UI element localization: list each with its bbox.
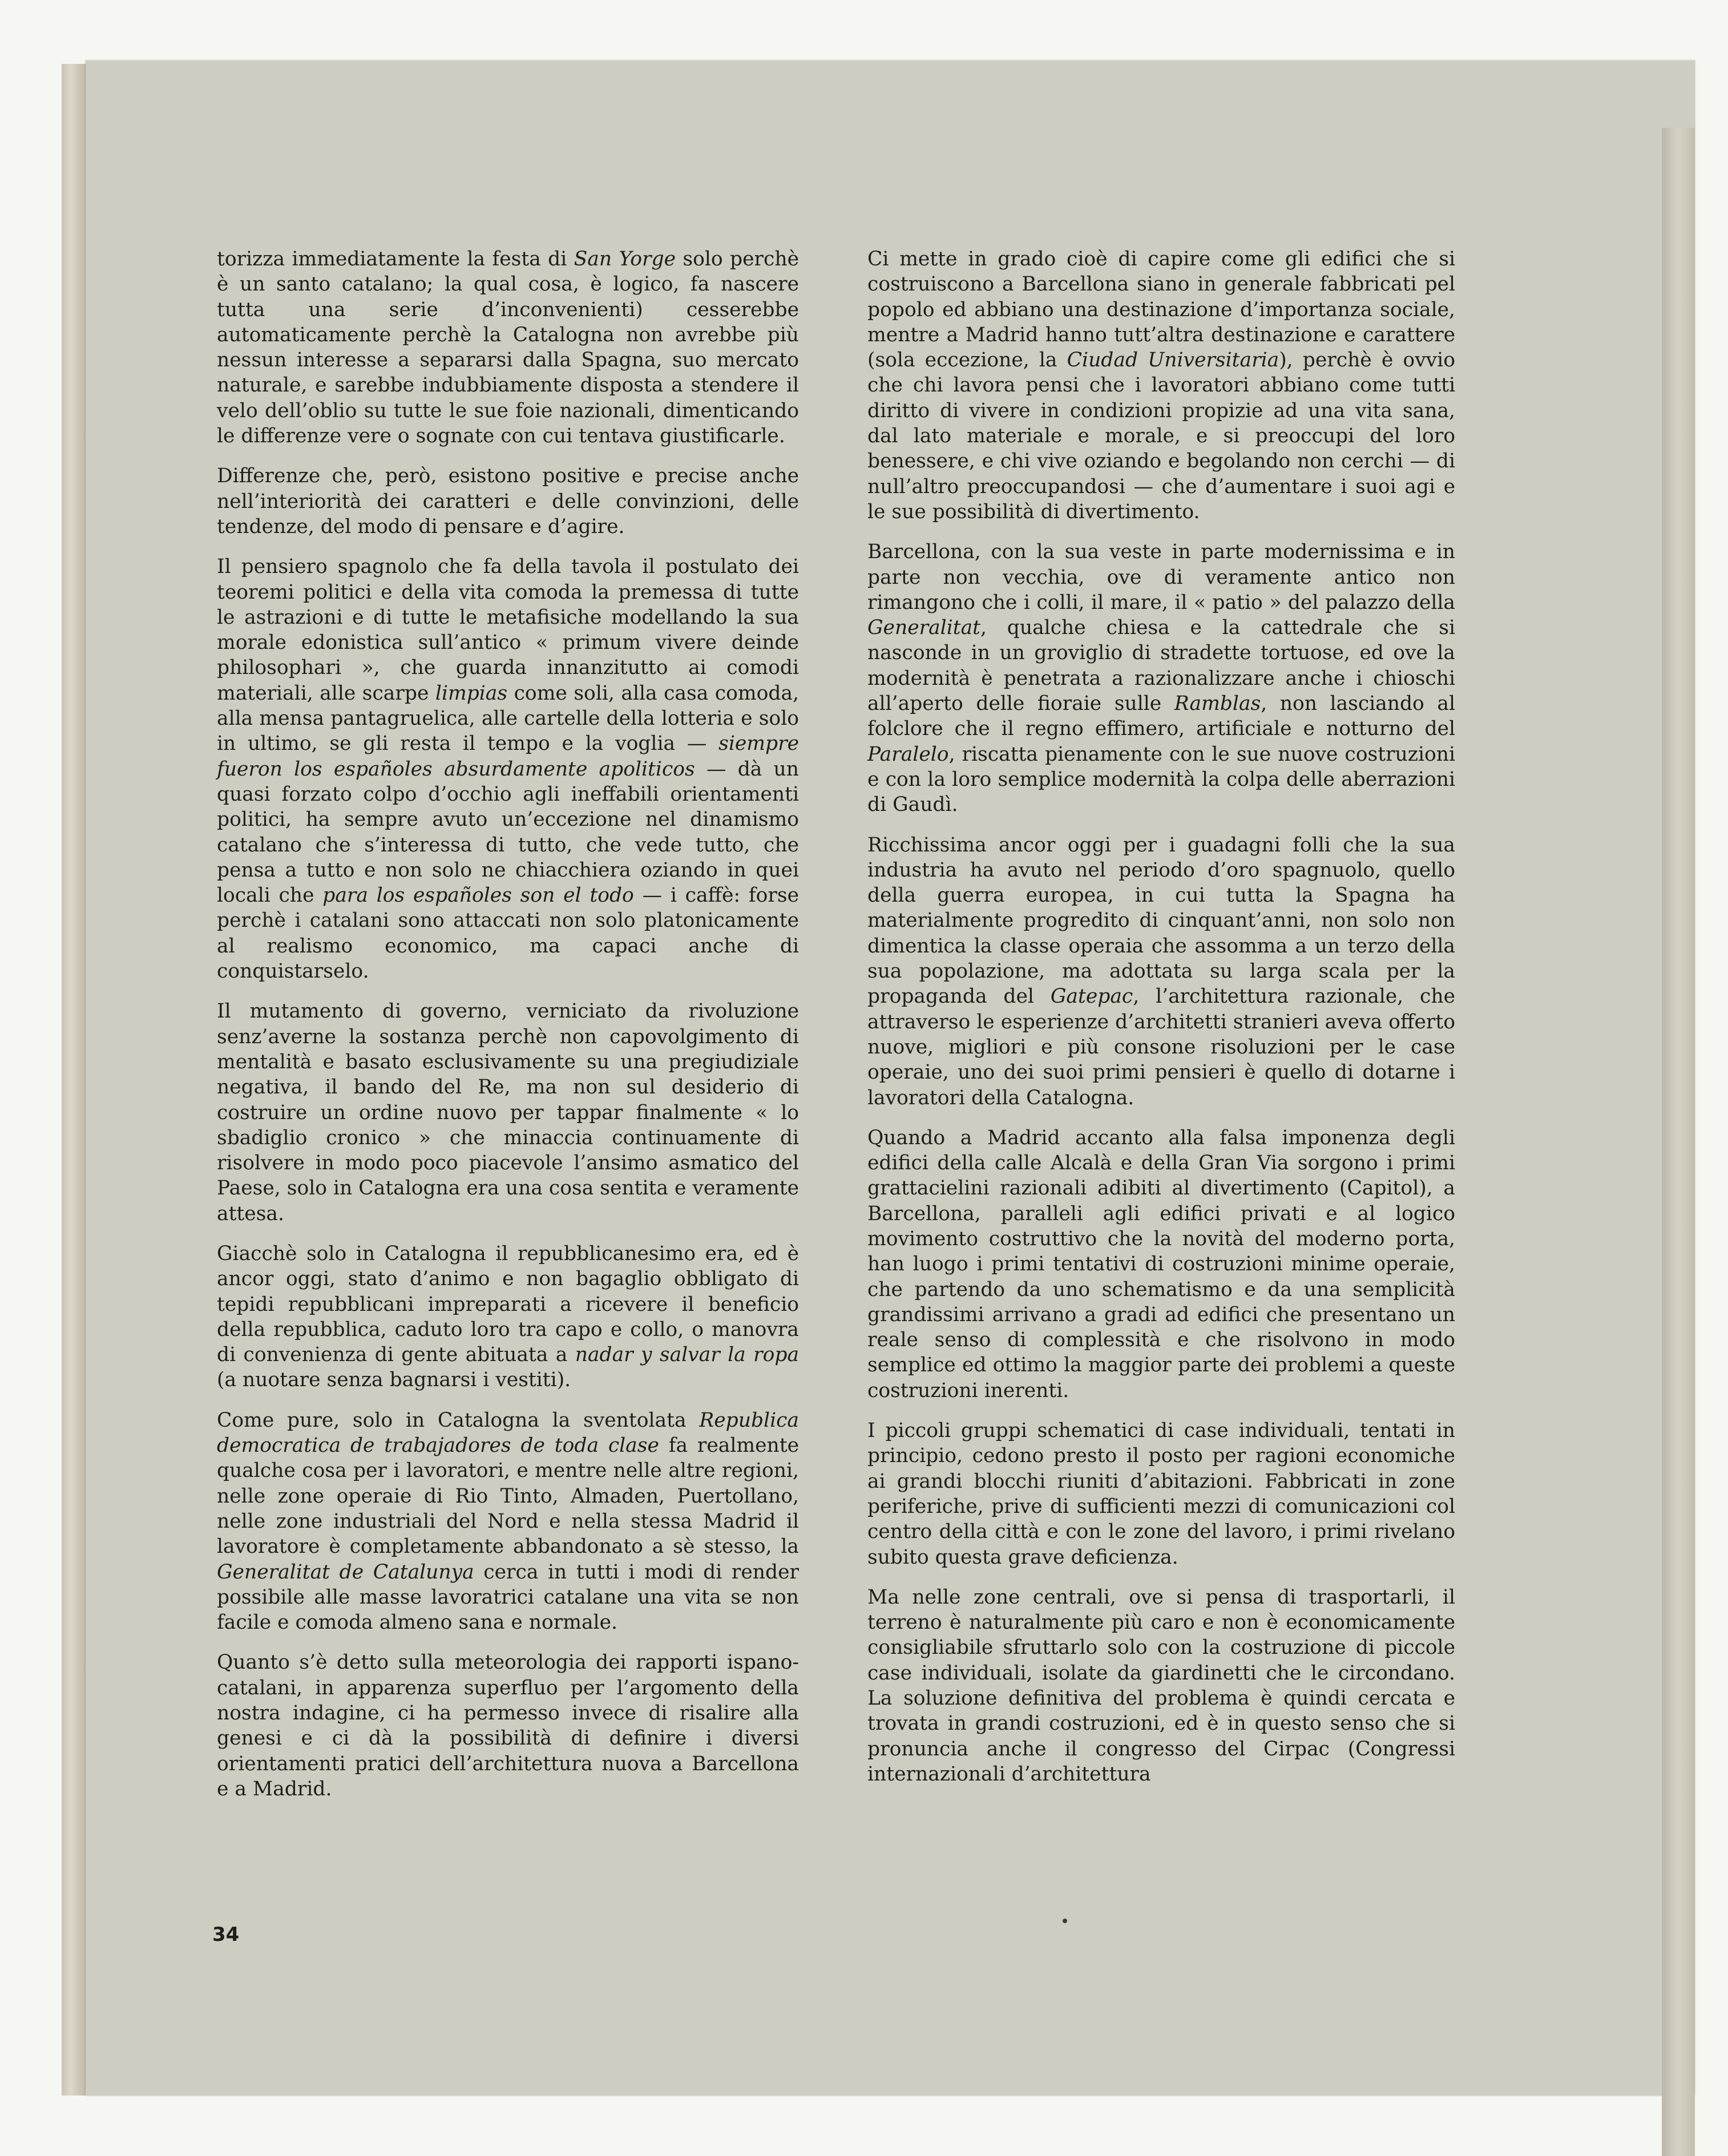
text: Il mutamento di governo, verniciato da rivoluzione senz’averne la sostanza perchè non capovolgimento di mentalità e basato esclusivamente su una pregiudiziale negativa, il bando del Re, ma non sul desiderio di costruire un ordine nuovo per tappar finalmente « lo sbadiglio cronico » che minaccia continuamente di risolvere in modo poco piacevole l’ansimo asmatico del Paese, solo in Catalogna era una cosa sentita e veramente attesa.	[217, 1000, 799, 1225]
italic-text: Generalitat de Catalunya	[217, 1560, 474, 1584]
left-column-paragraph	[217, 1241, 799, 1393]
text: come soli, alla casa comoda, alla mensa pantagruelica, alle cartelle della lotteria e solo in ultimo, se gli resta il tempo e la voglia —	[217, 681, 799, 756]
italic-text: Paralelo	[867, 742, 949, 766]
text: I piccoli gruppi schematici di case individuali, tentati in principio, cedono presto il posto per ragioni economiche ai grandi blocchi riuniti d’abitazioni. Fabbricati in zone periferiche, prive di sufficienti mezzi di comunicazioni col centro della città e con le zone del lavoro, i primi rivelano subito questa grave deficienza.	[867, 1419, 1455, 1569]
left-column-paragraph	[217, 247, 799, 449]
left-column-paragraph	[217, 1650, 799, 1802]
right-column-paragraph	[867, 539, 1455, 817]
right-column	[867, 247, 1455, 1802]
text: Differenze che, però, esistono positive e precise anche nell’interiorità dei caratteri e delle convinzioni, delle tendenze, del modo di pensare e d’agire.	[217, 465, 799, 538]
text: Ci mette in grado cioè di capire come gli edifici che si costruiscono a Barcellona siano in generale fabbricati pel popolo ed abbiano una destinazione d’importanza sociale, mentre a Madrid hanno tutt’altra destinazione e carattere (sola eccezione, la	[867, 248, 1455, 372]
text: Barcellona, con la sua veste in parte modernissima e in parte non vecchia, ove di veramente antico non rimangono che i colli, il mare, il « patio » del palazzo della	[867, 540, 1455, 614]
italic-text: siempre fueron los españoles absurdamente apoliticos	[217, 732, 799, 781]
text: Quanto s’è detto sulla meteorologia dei rapporti ispano-catalani, in apparenza superfluo per l’argomento della nostra indagine, ci ha permesso invece di risalire alla genesi e ci dà la possibilità di definire i diversi orientamenti pratici dell’architettura nuova a Barcellona e a Madrid.	[217, 1651, 799, 1800]
italic-text: Gatepac	[1050, 985, 1133, 1008]
text: , qualche chiesa e la cattedrale che si nasconde in un groviglio di stradette tortuose, ed ove la modernità è penetrata a razionalizzare anche i chioschi all’aperto delle fioraie sulle	[867, 616, 1455, 716]
text: — dà un quasi forzato colpo d’occhio agli ineffabili orientamenti politici, ha sempre avuto un’eccezione nel dinamismo catalano che s’interessa di tutto, che vede tutto, che pensa a tutto e non solo ne chiacchiera oziando in quei locali che	[217, 757, 799, 907]
text: torizza immediatamente la festa di	[217, 248, 574, 270]
dust-speck	[1063, 1919, 1067, 1923]
italic-text: para los españoles son el todo	[322, 884, 634, 907]
text: Quando a Madrid accanto alla falsa imponenza degli edifici della calle Alcalà e della Gran Via sorgono i primi grattacielini razionali adibiti al divertimento (Capitol), a Barcellona, paralleli agli edifici privati e al logico movimento costruttivo che la novità del moderno porta, han luogo i primi tentativi di costruzioni minime operaie, che partendo da uno schematismo e da una semplicità grandissimi arrivano a gradi ad edifici che presentano un reale senso di complessità e che risolvono in modo semplice ed ottimo la maggior parte dei problemi a queste costruzioni inerenti.	[867, 1126, 1455, 1402]
italic-text: Ciudad Universitaria	[1067, 349, 1279, 372]
text: , riscatta pienamente con le sue nuove costruzioni e con la loro semplice modernità la colpa delle aberrazioni di Gaudì.	[867, 742, 1455, 817]
text: , l’architettura razionale, che attraverso le esperienze d’architetti stranieri aveva offerto nuove, migliori e più consone risoluzioni per le case operaie, uno dei suoi primi pensieri è quello di dotarne i lavoratori della Catalogna.	[867, 985, 1455, 1109]
text: (a nuotare senza bagnarsi i vestiti).	[217, 1368, 571, 1392]
page-right-edge	[1662, 128, 1695, 2156]
text: Giacchè solo in Catalogna il repubblicanesimo era, ed è ancor oggi, stato d’animo e non bagaglio obbligato di tepidi repubblicani impreparati a ricevere il beneficio della repubblica, caduto loro tra capo e collo, o manovra di convenienza di gente abituata a	[217, 1242, 799, 1367]
italic-text: nadar y salvar la ropa	[575, 1343, 800, 1367]
left-column	[217, 247, 799, 1816]
text: Come pure, solo in Catalogna la sventolata	[217, 1408, 700, 1432]
left-column-paragraph	[217, 999, 799, 1226]
right-column-paragraph	[867, 1125, 1455, 1403]
left-column-paragraph	[217, 463, 799, 539]
italic-text: San Yorge	[574, 248, 676, 270]
text: fa realmente qualche cosa per i lavoratori, e mentre nelle altre regioni, nelle zone operaie di Rio Tinto, Almaden, Puertollano, nelle zone industriali del Nord e nella stessa Madrid il lavoratore è completamente abbandonato a sè stesso, la	[217, 1434, 799, 1559]
text: solo perchè è un santo catalano; la qual cosa, è logico, fa nascere tutta una serie d’inconvenienti) cesserebbe automaticamente perchè la Catalogna non avrebbe più nessun interesse a separarsi dalla Spagna, suo mercato naturale, e sarebbe indubbiamente disposta a stendere il velo dell’oblio su tutte le sue foie nazionali, dimenticando le differenze vere o sognate con cui tentava giustificarle.	[217, 248, 799, 448]
text: ), perchè è ovvio che chi lavora pensi che i lavoratori abbiano come tutti diritto di vivere in condizioni propizie ad una vita sana, dal lato materiale e morale, e si preoccupi del loro benessere, e chi vive oziando e begolando non cerchi — di null’altro preoccupandosi — che d’aumentare i suoi agi e le sue possibilità di divertimento.	[867, 349, 1455, 523]
italic-text: Republica democratica de trabajadores de toda clase	[217, 1408, 799, 1457]
page-number: 34	[212, 1923, 240, 1946]
right-column-paragraph	[867, 833, 1455, 1111]
left-column-paragraph	[217, 1408, 799, 1636]
text: Ricchissima ancor oggi per i guadagni folli che la sua industria ha avuto nel periodo d’oro spagnuolo, quello della guerra europea, in cui tutta la Spagna ha materialmente progredito di cinquant’anni, non solo non dimentica la classe operaia che assomma a un terzo della sua popolazione, ma adottata su larga scala per la propaganda del	[867, 833, 1455, 1008]
left-column-paragraph	[217, 554, 799, 984]
italic-text: Ramblas	[1174, 692, 1261, 716]
text: — i caffè: forse perchè i catalani sono attaccati non solo platonicamente al realismo economico, ma capaci anche di conquistarselo.	[217, 884, 799, 983]
text: Il pensiero spagnolo che fa della tavola il postulato dei teoremi politici e della vita comoda la premessa di tutte le astrazioni e di tutte le metafisiche modellando la sua morale edonistica sull’antico « primum vivere deinde philosophari », che guarda innanzitutto ai comodi materiali, alle scarpe	[217, 555, 799, 705]
text: , non lasciando al folclore che il regno effimero, artificiale e notturno del	[867, 692, 1455, 741]
binding-edge	[62, 64, 88, 2096]
italic-text: Generalitat	[867, 616, 981, 640]
right-column-paragraph	[867, 1418, 1455, 1570]
text: Ma nelle zone centrali, ove si pensa di trasportarli, il terreno è naturalmente più caro e non è economicamente consigliabile sfruttarlo solo con la costruzione di piccole case individuali, isolate da giardinetti che le circondano. La soluzione definitiva del problema è quindi cercata e trovata in grandi costruzioni, ed è in questo senso che si pronuncia anche il congresso del Cirpac (Congressi internazionali d’architettura	[867, 1585, 1455, 1786]
text: cerca in tutti i modi di render possibile alle masse lavoratrici catalane una vita se non facile e comoda almeno sana e normale.	[217, 1560, 800, 1634]
italic-text: limpias	[435, 681, 508, 705]
right-column-paragraph	[867, 247, 1455, 524]
right-column-paragraph	[867, 1585, 1455, 1787]
